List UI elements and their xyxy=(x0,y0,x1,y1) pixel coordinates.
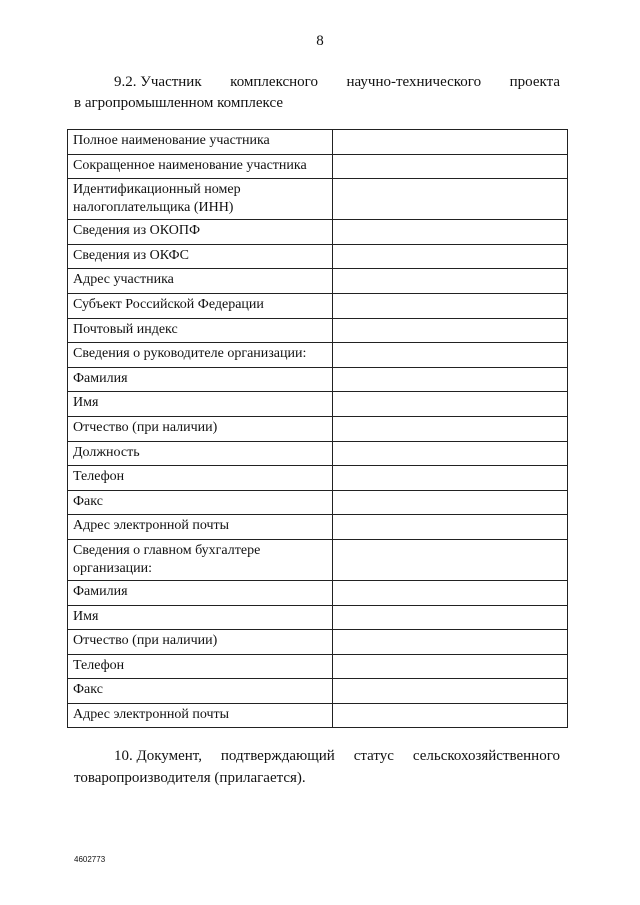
table-row xyxy=(68,679,568,704)
field-value-cell[interactable] xyxy=(333,392,568,417)
section-heading-word: проекта xyxy=(509,74,560,90)
field-value-cell[interactable] xyxy=(333,179,568,220)
attachment-paragraph-line2: товаропроизводителя (прилагается). xyxy=(74,770,306,786)
table-row xyxy=(68,293,568,318)
field-label: Факс xyxy=(68,490,333,515)
table-row xyxy=(68,490,568,515)
field-value-cell[interactable] xyxy=(333,490,568,515)
field-value-cell[interactable] xyxy=(333,154,568,179)
section-heading-word: комплексного xyxy=(230,74,318,90)
section-heading-word: 9.2. Участник xyxy=(114,74,202,90)
participant-table-body xyxy=(68,130,568,728)
table-row xyxy=(68,343,568,368)
participant-table xyxy=(67,129,568,728)
table-row xyxy=(68,630,568,655)
table-row xyxy=(68,466,568,491)
field-label: Телефон xyxy=(68,466,333,491)
table-row xyxy=(68,154,568,179)
field-label: Телефон xyxy=(68,654,333,679)
table-row xyxy=(68,130,568,155)
field-label: Отчество (при наличии) xyxy=(68,416,333,441)
field-value-cell[interactable] xyxy=(333,269,568,294)
attachment-word: подтверждающий xyxy=(220,748,335,764)
field-label: Идентификационный номер налогоплательщика (ИНН) xyxy=(68,179,333,220)
attachment-paragraph-line1 xyxy=(74,745,560,767)
field-value-cell[interactable] xyxy=(333,416,568,441)
field-value-cell[interactable] xyxy=(333,244,568,269)
attachment-word: статус xyxy=(353,748,394,764)
table-row xyxy=(68,703,568,728)
field-label: Факс xyxy=(68,679,333,704)
field-label: Сведения о руководителе организации: xyxy=(68,343,333,368)
table-row xyxy=(68,244,568,269)
table-row xyxy=(68,539,568,580)
field-label: Сведения из ОКФС xyxy=(68,244,333,269)
field-value-cell[interactable] xyxy=(333,580,568,605)
section-heading-word: научно-технического xyxy=(346,74,482,90)
table-row xyxy=(68,515,568,540)
table-row xyxy=(68,392,568,417)
field-value-cell[interactable] xyxy=(333,441,568,466)
section-heading-line2: в агропромышленном комплексе xyxy=(74,95,283,111)
table-row xyxy=(68,654,568,679)
field-value-cell[interactable] xyxy=(333,293,568,318)
field-label: Адрес участника xyxy=(68,269,333,294)
section-heading-line1 xyxy=(74,72,560,93)
field-label: Адрес электронной почты xyxy=(68,703,333,728)
field-value-cell[interactable] xyxy=(333,130,568,155)
table-row xyxy=(68,367,568,392)
field-value-cell[interactable] xyxy=(333,515,568,540)
field-label: Фамилия xyxy=(68,580,333,605)
field-label: Имя xyxy=(68,392,333,417)
field-value-cell[interactable] xyxy=(333,539,568,580)
field-value-cell[interactable] xyxy=(333,605,568,630)
section-heading xyxy=(74,72,560,114)
attachment-word: сельскохозяйственного xyxy=(412,748,560,764)
field-label: Сведения о главном бухгалтере организации: xyxy=(68,539,333,580)
table-row xyxy=(68,318,568,343)
field-label: Фамилия xyxy=(68,367,333,392)
table-row xyxy=(68,580,568,605)
field-label: Должность xyxy=(68,441,333,466)
table-row xyxy=(68,441,568,466)
table-row xyxy=(68,179,568,220)
field-label: Адрес электронной почты xyxy=(68,515,333,540)
field-label: Имя xyxy=(68,605,333,630)
attachment-word: 10. Документ, xyxy=(114,748,202,764)
field-value-cell[interactable] xyxy=(333,703,568,728)
field-value-cell[interactable] xyxy=(333,367,568,392)
field-value-cell[interactable] xyxy=(333,630,568,655)
field-value-cell[interactable] xyxy=(333,466,568,491)
field-value-cell[interactable] xyxy=(333,654,568,679)
field-label: Сведения из ОКОПФ xyxy=(68,220,333,245)
field-value-cell[interactable] xyxy=(333,220,568,245)
field-label: Сокращенное наименование участника xyxy=(68,154,333,179)
field-label: Полное наименование участника xyxy=(68,130,333,155)
field-value-cell[interactable] xyxy=(333,318,568,343)
attachment-paragraph xyxy=(74,745,560,789)
field-label: Отчество (при наличии) xyxy=(68,630,333,655)
table-row xyxy=(68,220,568,245)
table-row xyxy=(68,416,568,441)
field-label: Почтовый индекс xyxy=(68,318,333,343)
table-row xyxy=(68,605,568,630)
field-value-cell[interactable] xyxy=(333,679,568,704)
table-row xyxy=(68,269,568,294)
page-number: 8 xyxy=(316,33,324,49)
field-label: Субъект Российской Федерации xyxy=(68,293,333,318)
field-value-cell[interactable] xyxy=(333,343,568,368)
document-code: 4602773 xyxy=(74,855,106,864)
